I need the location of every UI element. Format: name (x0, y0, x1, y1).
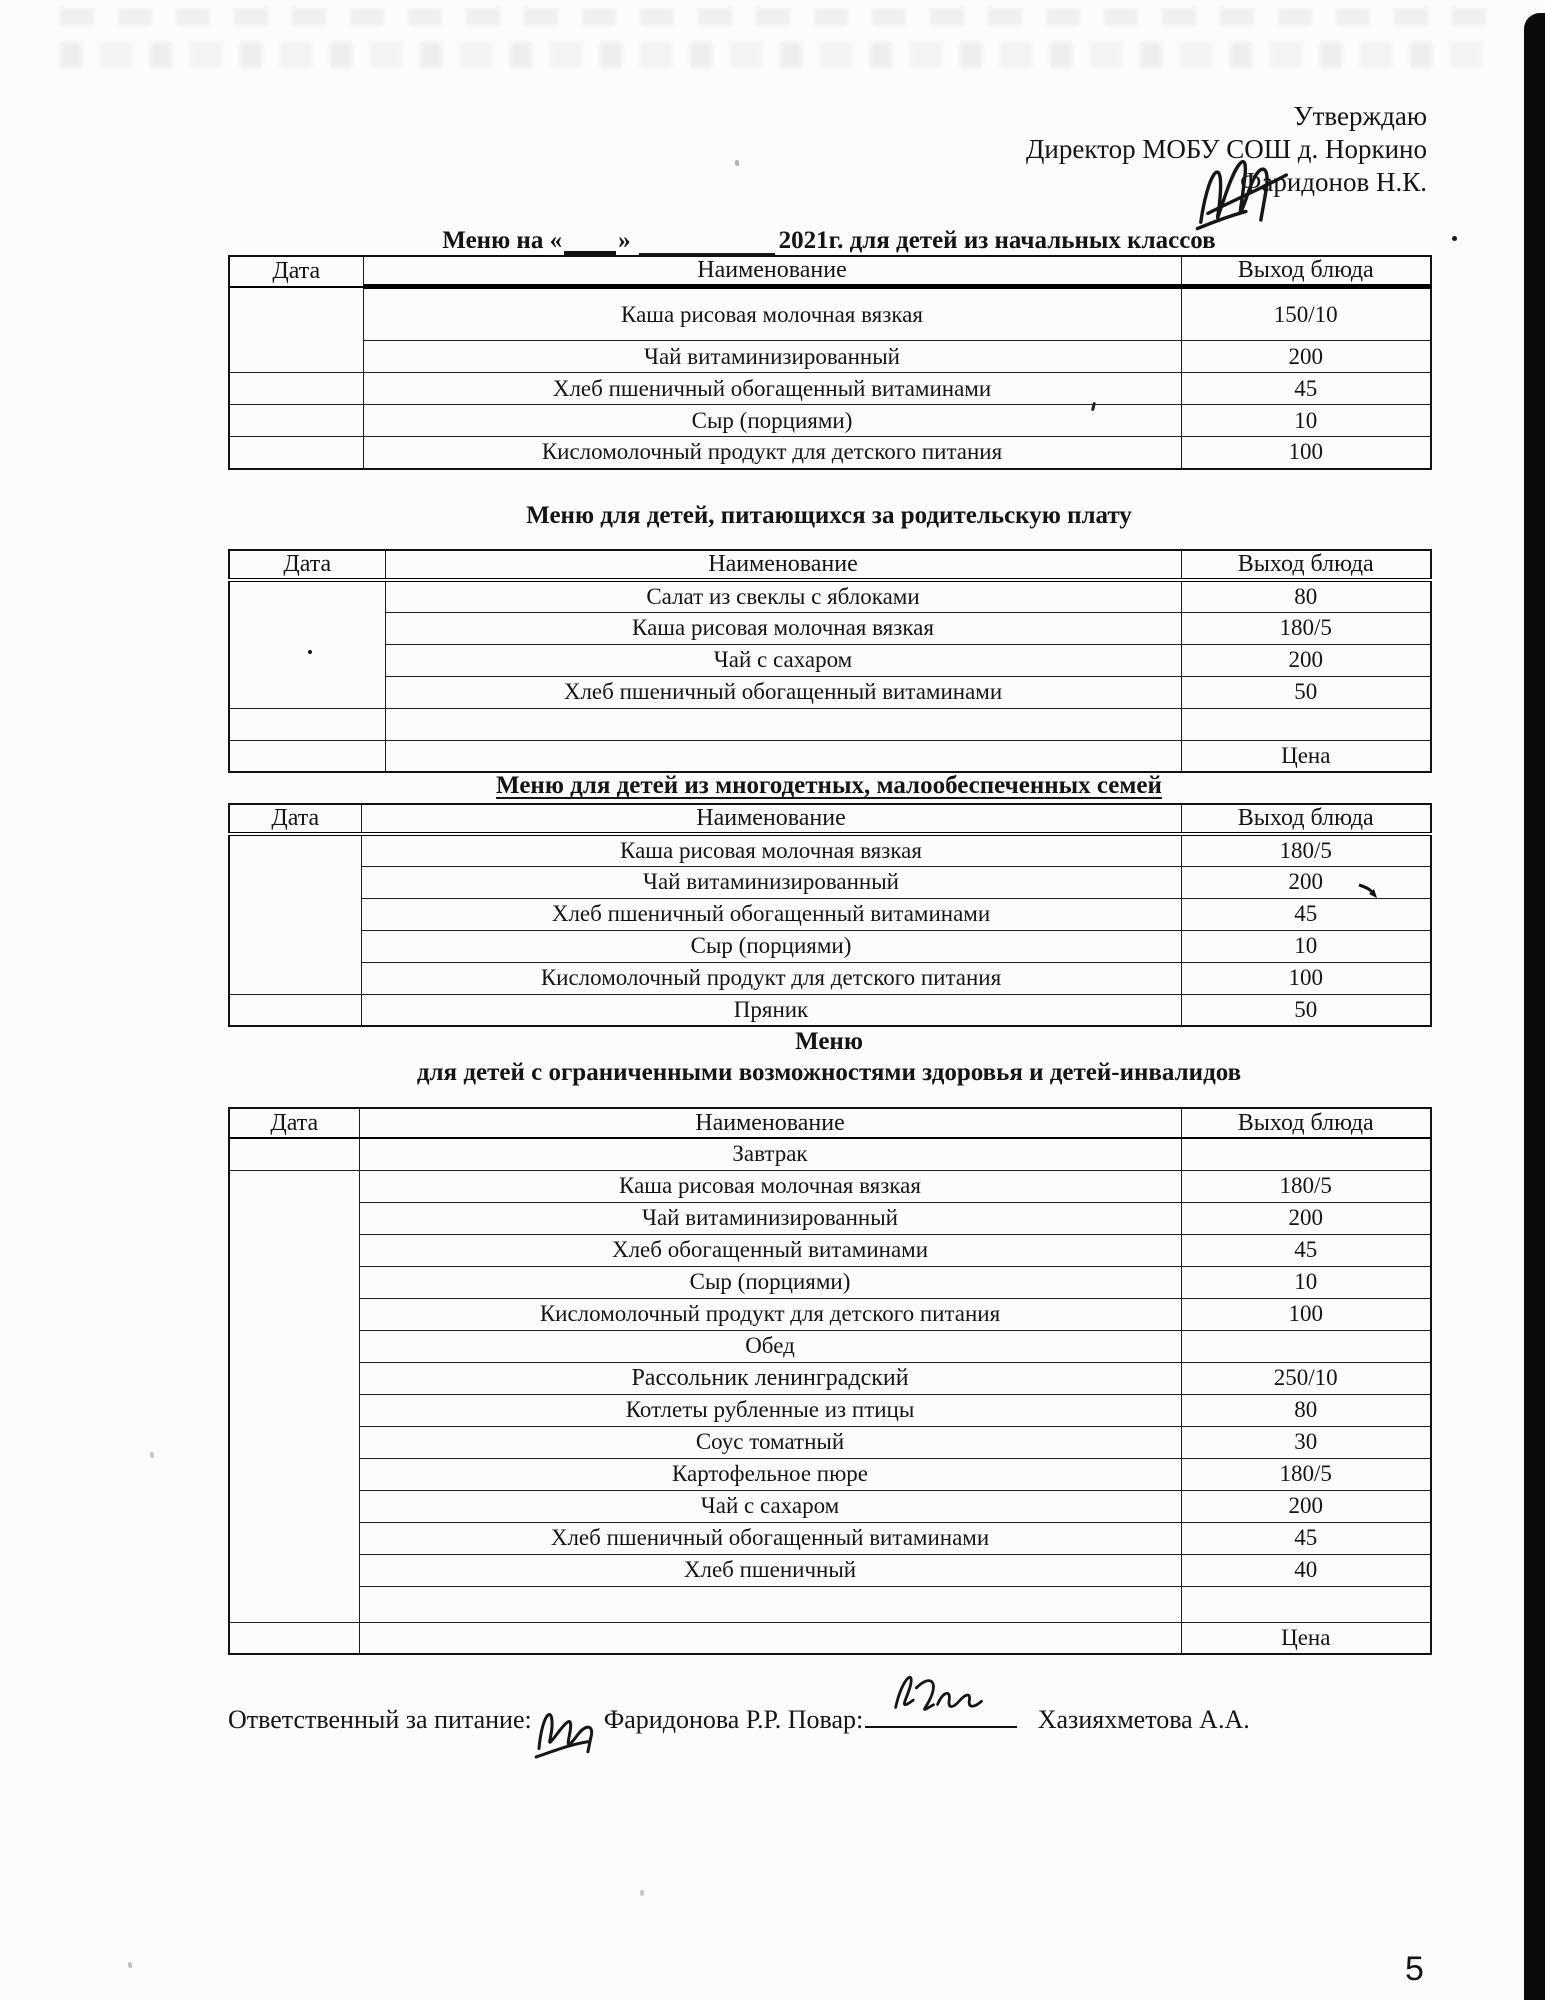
table-row-price (229, 740, 1431, 772)
table-row (229, 1490, 1431, 1522)
dish-name-cell (359, 1586, 1181, 1622)
table-row (229, 834, 1431, 866)
menu-table-parent-paid (228, 549, 1432, 773)
table-row-empty (229, 708, 1431, 740)
date-cell (229, 1170, 359, 1622)
section4-title-line2: для детей с ограниченными возможностями здоровья и детей-инвалидов (416, 1059, 1242, 1086)
scan-speck (128, 1962, 133, 1968)
table-row (229, 1234, 1431, 1266)
table-header-row (229, 256, 1431, 287)
dish-output-cell: 30 (1181, 1426, 1431, 1458)
dish-output-cell: 150/10 (1181, 287, 1431, 341)
column-header-output: Выход блюда (1181, 804, 1431, 834)
dish-name-cell: Хлеб пшеничный обогащенный витаминами (385, 676, 1181, 708)
dish-output-cell: 45 (1181, 373, 1431, 405)
table-row (229, 898, 1431, 930)
date-cell (229, 1138, 359, 1170)
footer-signatures (228, 1698, 1468, 1735)
table-row (229, 580, 1431, 612)
table-row-price (229, 1622, 1431, 1654)
dish-output-cell: 45 (1181, 1234, 1431, 1266)
table-row (229, 1522, 1431, 1554)
dish-name-cell: Чай с сахаром (385, 644, 1181, 676)
dish-name-cell: Кисломолочный продукт для детского питания (361, 962, 1181, 994)
dish-name-cell: Хлеб пшеничный обогащенный витаминами (361, 898, 1181, 930)
table-header-row (229, 1108, 1431, 1138)
meal-section-row (229, 1330, 1431, 1362)
dish-name-cell: Картофельное пюре (359, 1458, 1181, 1490)
page-number: 5 (1405, 1950, 1424, 1988)
scan-speck (150, 1452, 155, 1458)
dish-output-cell: 180/5 (1181, 612, 1431, 644)
cook-name: Хазияхметова А.А. (1037, 1705, 1250, 1734)
cook-label: Повар: (787, 1705, 864, 1734)
date-cell (229, 708, 385, 740)
dish-name-cell (385, 708, 1181, 740)
date-cell (229, 437, 363, 469)
table-header-row (229, 804, 1431, 834)
menu-table-disabled-children (228, 1107, 1432, 1655)
table-row (229, 644, 1431, 676)
menu-table-large-families (228, 803, 1432, 1027)
approval-block (1007, 100, 1427, 199)
cook-signature (873, 1660, 1013, 1732)
section1-title (228, 227, 1430, 255)
table-row (229, 1394, 1431, 1426)
responsible-signature (522, 1686, 618, 1764)
table-row (229, 1554, 1431, 1586)
dish-name-cell (385, 740, 1181, 772)
dish-output-cell: 10 (1181, 930, 1431, 962)
dish-output-cell: 45 (1181, 1522, 1431, 1554)
table-row (229, 405, 1431, 437)
responsible-label: Ответственный за питание: (228, 1705, 532, 1734)
scan-speck (1452, 236, 1457, 241)
responsible-name: Фаридонова Р.Р. (603, 1705, 782, 1734)
section4-title-line1: Меню (795, 1028, 863, 1055)
dish-name-cell: Кисломолочный продукт для детского питания (363, 437, 1181, 469)
table-row (229, 287, 1431, 341)
table-row (229, 994, 1431, 1026)
price-label-cell: Цена (1181, 740, 1431, 772)
column-header-date: Дата (229, 550, 385, 580)
table-header-row (229, 550, 1431, 580)
dish-name-cell: Чай витаминизированный (363, 341, 1181, 373)
column-header-date: Дата (229, 1108, 359, 1138)
dish-output-cell: 80 (1181, 580, 1431, 612)
dish-output-cell: 200 (1181, 1490, 1431, 1522)
dish-output-cell: 200 (1181, 644, 1431, 676)
breakfast-label-cell: Завтрак (359, 1138, 1181, 1170)
dish-output-cell: 10 (1181, 1266, 1431, 1298)
column-header-name: Наименование (359, 1108, 1181, 1138)
table-row (229, 1298, 1431, 1330)
scan-edge-shadow (1524, 13, 1545, 2000)
table-row (229, 1426, 1431, 1458)
dish-output-cell (1181, 708, 1431, 740)
director-signature (1179, 136, 1299, 232)
table-row (229, 930, 1431, 962)
table-row (229, 341, 1431, 373)
blank-date-line (564, 227, 616, 255)
dish-name-cell: Чай витаминизированный (359, 1202, 1181, 1234)
price-label-cell: Цена (1181, 1622, 1431, 1654)
date-cell (229, 834, 361, 994)
dish-name-cell: Котлеты рубленные из птицы (359, 1394, 1181, 1426)
date-cell (229, 287, 363, 373)
scan-speck (735, 160, 740, 166)
table-row (229, 1458, 1431, 1490)
date-cell (229, 740, 385, 772)
table-row (229, 1170, 1431, 1202)
dish-output-cell: 100 (1181, 962, 1431, 994)
dish-name-cell: Хлеб пшеничный обогащенный витаминами (359, 1522, 1181, 1554)
dish-output-cell: 250/10 (1181, 1362, 1431, 1394)
scan-speck (640, 1890, 645, 1896)
dish-output-cell (1181, 1138, 1431, 1170)
dish-name-cell: Каша рисовая молочная вязкая (361, 834, 1181, 866)
dish-name-cell: Каша рисовая молочная вязкая (385, 612, 1181, 644)
table-row (229, 962, 1431, 994)
table-row (229, 1362, 1431, 1394)
column-header-output: Выход блюда (1181, 550, 1431, 580)
column-header-name: Наименование (363, 256, 1181, 287)
dish-output-cell: 80 (1181, 1394, 1431, 1426)
dish-output-cell: 180/5 (1181, 834, 1431, 866)
date-cell (229, 994, 361, 1026)
dish-output-cell: 100 (1181, 1298, 1431, 1330)
lunch-label-cell: Обед (359, 1330, 1181, 1362)
dish-output-cell: 200 (1181, 866, 1431, 898)
dish-output-cell: 200 (1181, 341, 1431, 373)
meal-section-row (229, 1138, 1431, 1170)
menu-table-primary-classes (228, 255, 1432, 470)
dish-name-cell: Рассольник ленинградский (359, 1362, 1181, 1394)
column-header-name: Наименование (385, 550, 1181, 580)
column-header-output: Выход блюда (1181, 1108, 1431, 1138)
table-row-empty (229, 1586, 1431, 1622)
column-header-date: Дата (229, 256, 363, 287)
section3-title-text: Меню для детей из многодетных, малообеспеченных семей (496, 772, 1162, 799)
scan-bleedthrough-strip (60, 42, 1495, 68)
dish-name-cell: Кисломолочный продукт для детского питания (359, 1298, 1181, 1330)
date-cell (229, 1622, 359, 1654)
dish-name-cell: Сыр (порциями) (361, 930, 1181, 962)
dish-name-cell: Чай с сахаром (359, 1490, 1181, 1522)
dish-output-cell: 45 (1181, 898, 1431, 930)
column-header-name: Наименование (361, 804, 1181, 834)
section3-title (228, 772, 1430, 800)
dish-output-cell: 200 (1181, 1202, 1431, 1234)
dish-name-cell: Пряник (361, 994, 1181, 1026)
dish-name-cell (359, 1622, 1181, 1654)
dish-output-cell: 50 (1181, 994, 1431, 1026)
dish-name-cell: Чай витаминизированный (361, 866, 1181, 898)
dish-output-cell: 180/5 (1181, 1170, 1431, 1202)
column-header-date: Дата (229, 804, 361, 834)
dish-name-cell: Сыр (порциями) (359, 1266, 1181, 1298)
table-row (229, 1266, 1431, 1298)
dish-output-cell: 180/5 (1181, 1458, 1431, 1490)
section1-title-suffix: 2021г. для детей из начальных классов (778, 227, 1216, 254)
dish-name-cell: Каша рисовая молочная вязкая (359, 1170, 1181, 1202)
table-row (229, 676, 1431, 708)
section1-title-close-quote: » (618, 227, 631, 254)
column-header-output: Выход блюда (1181, 256, 1431, 287)
dish-output-cell: 100 (1181, 437, 1431, 469)
date-cell (229, 373, 363, 405)
dish-name-cell: Хлеб пшеничный (359, 1554, 1181, 1586)
dish-output-cell: 10 (1181, 405, 1431, 437)
dish-name-cell: Соус томатный (359, 1426, 1181, 1458)
table-row (229, 612, 1431, 644)
table-row (229, 1202, 1431, 1234)
cook-signature-line (865, 1698, 1017, 1728)
table-row (229, 866, 1431, 898)
dish-name-cell: Салат из свеклы с яблоками (385, 580, 1181, 612)
scan-bleedthrough-strip (60, 8, 1495, 26)
approval-line-1: Утверждаю (1293, 101, 1427, 131)
dish-output-cell (1181, 1586, 1431, 1622)
table-row (229, 437, 1431, 469)
dish-name-cell: Сыр (порциями) (363, 405, 1181, 437)
dish-output-cell (1181, 1330, 1431, 1362)
approval-line-3: Фаридонов Н.К. (1240, 167, 1427, 197)
table-row (229, 373, 1431, 405)
blank-month-line (639, 229, 775, 255)
dish-name-cell: Каша рисовая молочная вязкая (363, 287, 1181, 341)
section1-title-prefix: Меню на « (442, 227, 563, 254)
approval-line-2: Директор МОБУ СОШ д. Норкино (1026, 134, 1427, 164)
dish-name-cell: Хлеб пшеничный обогащенный витаминами (363, 373, 1181, 405)
date-cell (229, 405, 363, 437)
dish-name-cell: Хлеб обогащенный витаминами (359, 1234, 1181, 1266)
date-cell (229, 580, 385, 708)
section2-title: Меню для детей, питающихся за родительскую плату (526, 502, 1132, 529)
dish-output-cell: 50 (1181, 676, 1431, 708)
dish-output-cell: 40 (1181, 1554, 1431, 1586)
